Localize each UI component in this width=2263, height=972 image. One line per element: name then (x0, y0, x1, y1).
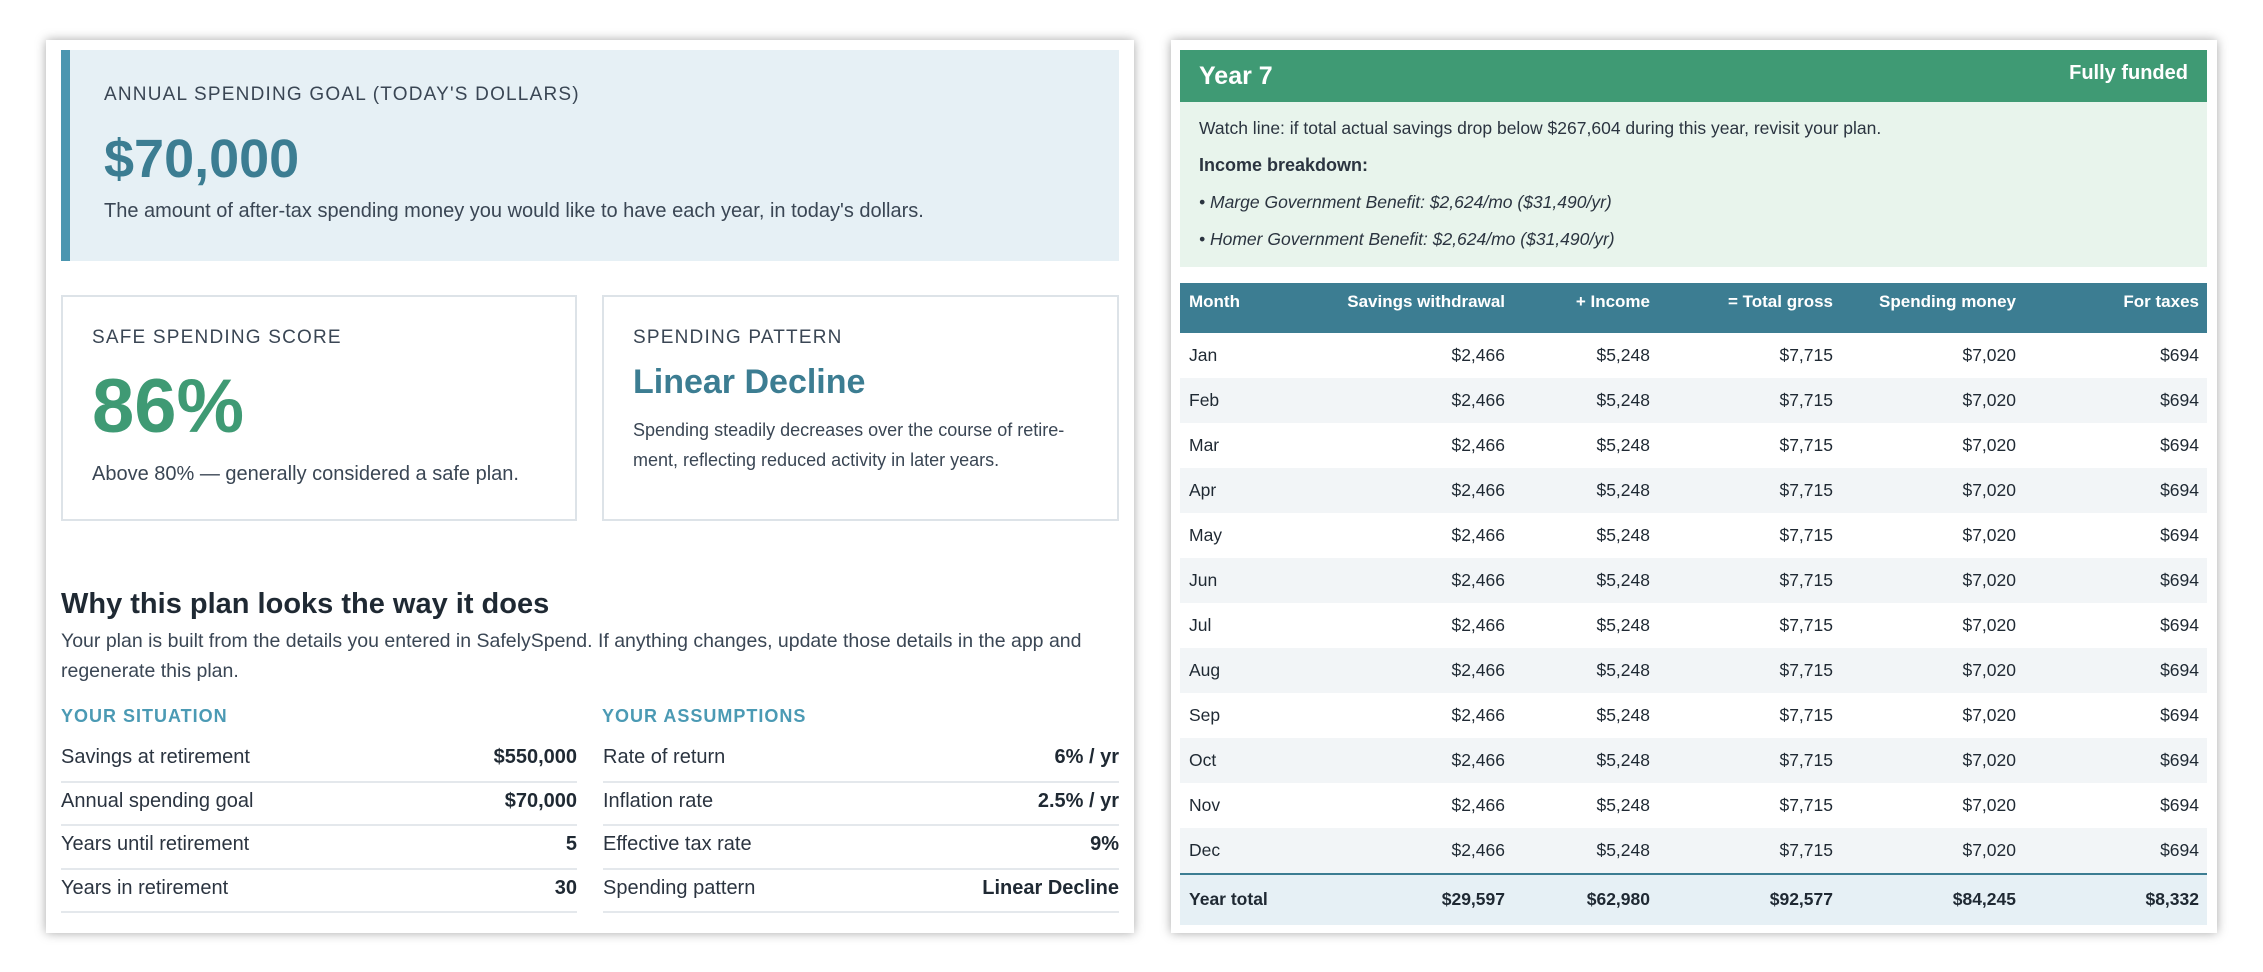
income-item: • Homer Government Benefit: $2,624/mo ($31,490/yr) (1199, 229, 1615, 249)
amount-cell: $2,466 (1451, 570, 1505, 590)
amount-cell: $7,020 (1962, 525, 2016, 545)
table-row (1180, 423, 2207, 468)
table-row (1180, 783, 2207, 828)
amount-cell: $7,715 (1779, 480, 1833, 500)
amount-cell: $694 (2160, 750, 2199, 770)
amount-cell: $694 (2160, 795, 2199, 815)
amount-cell: $7,020 (1962, 840, 2016, 860)
amount-cell: $7,715 (1779, 390, 1833, 410)
score-description: Above 80% — generally considered a safe plan. (92, 463, 519, 485)
amount-cell: $7,715 (1779, 615, 1833, 635)
score-label: SAFE SPENDING SCORE (92, 327, 342, 348)
amount-cell: $694 (2160, 660, 2199, 680)
why-description: Your plan is built from the details you entered in SafelySpend. If anything changes, update those details in the app and regenerate this plan. (61, 630, 1082, 682)
amount-cell: $2,466 (1451, 840, 1505, 860)
amount-cell: $7,715 (1779, 750, 1833, 770)
amount-cell: $7,715 (1779, 345, 1833, 365)
amount-cell: $2,466 (1451, 660, 1505, 680)
monthly-table (1180, 283, 2207, 925)
month-cell: Nov (1189, 795, 1221, 815)
table-row (1180, 738, 2207, 783)
month-cell: May (1189, 525, 1223, 545)
month-cell: Mar (1189, 435, 1220, 455)
income-item: • Marge Government Benefit: $2,624/mo ($31,490/yr) (1199, 192, 1612, 212)
assumption-value: Linear Decline (982, 876, 1119, 899)
table-row (1180, 558, 2207, 603)
situation-list (61, 739, 577, 913)
assumption-value: 2.5% / yr (1037, 789, 1119, 812)
amount-cell: $694 (2160, 480, 2199, 500)
year-detail-page (1171, 40, 2217, 933)
amount-cell: $7,020 (1962, 660, 2016, 680)
situation-value: $70,000 (504, 789, 577, 812)
amount-cell: $7,020 (1962, 615, 2016, 635)
amount-cell: $5,248 (1596, 525, 1650, 545)
situation-value: $550,000 (493, 746, 577, 768)
amount-cell: $2,466 (1451, 390, 1505, 410)
table-row (1180, 828, 2207, 873)
total-cell: $62,980 (1586, 889, 1650, 909)
assumption-key: Spending pattern (603, 876, 756, 899)
column-header: Spending money (1879, 292, 2016, 311)
month-cell: Sep (1189, 705, 1221, 725)
month-cell: Feb (1189, 390, 1220, 410)
year-title: Year 7 (1199, 62, 1273, 90)
situation-value: 5 (565, 833, 577, 855)
amount-cell: $2,466 (1451, 525, 1505, 545)
amount-cell: $5,248 (1596, 615, 1650, 635)
situation-row (61, 739, 577, 783)
amount-cell: $5,248 (1596, 480, 1650, 500)
table-header (1180, 283, 2207, 333)
table-row (1180, 333, 2207, 378)
spending-goal-panel (61, 50, 1119, 261)
month-cell: Aug (1189, 660, 1221, 680)
assumption-key: Rate of return (603, 746, 726, 768)
total-cell: $29,597 (1441, 889, 1505, 909)
amount-cell: $7,715 (1779, 435, 1833, 455)
amount-cell: $7,715 (1779, 660, 1833, 680)
amount-cell: $5,248 (1596, 840, 1650, 860)
amount-cell: $2,466 (1451, 750, 1505, 770)
month-cell: Dec (1189, 840, 1221, 860)
amount-cell: $7,715 (1779, 705, 1833, 725)
assumption-row (603, 739, 1119, 783)
month-cell: Jun (1189, 570, 1218, 590)
amount-cell: $2,466 (1451, 435, 1505, 455)
assumption-key: Effective tax rate (603, 833, 752, 855)
total-cell: Year total (1189, 889, 1268, 909)
amount-cell: $5,248 (1596, 705, 1650, 725)
amount-cell: $7,020 (1962, 345, 2016, 365)
table-row (1180, 468, 2207, 513)
amount-cell: $694 (2160, 615, 2199, 635)
amount-cell: $5,248 (1596, 660, 1650, 680)
spending-goal-value: $70,000 (104, 129, 300, 189)
column-header: Month (1189, 292, 1240, 311)
total-cell: $92,577 (1769, 889, 1833, 909)
assumption-value: 6% / yr (1054, 746, 1119, 768)
assumption-row (603, 783, 1119, 827)
spending-pattern-card (602, 295, 1119, 521)
month-cell: Oct (1189, 750, 1217, 770)
situation-key: Savings at retirement (61, 746, 250, 768)
amount-cell: $7,020 (1962, 480, 2016, 500)
amount-cell: $5,248 (1596, 795, 1650, 815)
amount-cell: $7,020 (1962, 795, 2016, 815)
table-row (1180, 603, 2207, 648)
amount-cell: $7,020 (1962, 570, 2016, 590)
table-body (1180, 333, 2207, 873)
plan-summary-page (46, 40, 1134, 933)
amount-cell: $2,466 (1451, 615, 1505, 635)
amount-cell: $2,466 (1451, 705, 1505, 725)
amount-cell: $5,248 (1596, 345, 1650, 365)
assumptions-heading: YOUR ASSUMPTIONS (602, 706, 807, 726)
amount-cell: $5,248 (1596, 750, 1650, 770)
amount-cell: $7,715 (1779, 525, 1833, 545)
situation-row (61, 783, 577, 827)
amount-cell: $7,715 (1779, 795, 1833, 815)
column-header: + Income (1575, 292, 1650, 311)
assumption-row (603, 870, 1119, 914)
year-info-panel (1180, 102, 2207, 267)
assumption-key: Inflation rate (603, 789, 714, 812)
safe-spending-score-card (61, 295, 577, 521)
amount-cell: $694 (2160, 705, 2199, 725)
amount-cell: $7,020 (1962, 705, 2016, 725)
month-cell: Jul (1189, 615, 1212, 635)
spending-goal-description: The amount of after-tax spending money you would like to have each year, in today's dollars. (104, 200, 924, 222)
amount-cell: $5,248 (1596, 390, 1650, 410)
amount-cell: $694 (2160, 840, 2199, 860)
table-row (1180, 693, 2207, 738)
assumption-row (603, 826, 1119, 870)
situation-row (61, 870, 577, 914)
why-title: Why this plan looks the way it does (61, 588, 550, 620)
total-cell: $8,332 (2145, 889, 2199, 909)
total-cell: $84,245 (1952, 889, 2016, 909)
table-total-row (1180, 873, 2207, 925)
column-header: For taxes (2123, 292, 2199, 311)
year-header (1180, 50, 2207, 102)
amount-cell: $5,248 (1596, 570, 1650, 590)
table-row (1180, 378, 2207, 423)
amount-cell: $694 (2160, 435, 2199, 455)
pattern-label: SPENDING PATTERN (633, 327, 843, 348)
month-cell: Apr (1189, 480, 1217, 500)
table-row (1180, 648, 2207, 693)
amount-cell: $694 (2160, 345, 2199, 365)
amount-cell: $694 (2160, 390, 2199, 410)
amount-cell: $7,715 (1779, 570, 1833, 590)
amount-cell: $694 (2160, 525, 2199, 545)
watch-line: Watch line: if total actual savings drop below $267,604 during this year, revisit your plan. (1199, 118, 1882, 138)
spending-goal-label: ANNUAL SPENDING GOAL (TODAY'S DOLLARS) (104, 84, 580, 105)
table-row (1180, 513, 2207, 558)
assumptions-list (603, 739, 1119, 913)
assumption-value: 9% (1090, 833, 1119, 855)
month-cell: Jan (1189, 345, 1218, 365)
situation-value: 30 (554, 876, 577, 899)
pattern-value: Linear Decline (633, 363, 866, 401)
pattern-description: Spending steadily decreases over the course of retire-ment, reflecting reduced activity in later years. (633, 420, 1065, 470)
amount-cell: $5,248 (1596, 435, 1650, 455)
income-breakdown-heading: Income breakdown: (1199, 155, 1369, 175)
score-value: 86% (92, 364, 245, 449)
amount-cell: $7,715 (1779, 840, 1833, 860)
situation-key: Years in retirement (61, 876, 229, 899)
amount-cell: $694 (2160, 570, 2199, 590)
situation-row (61, 826, 577, 870)
amount-cell: $2,466 (1451, 480, 1505, 500)
column-header: Savings withdrawal (1347, 292, 1505, 311)
amount-cell: $2,466 (1451, 345, 1505, 365)
situation-key: Years until retirement (61, 833, 250, 855)
amount-cell: $7,020 (1962, 390, 2016, 410)
amount-cell: $2,466 (1451, 795, 1505, 815)
situation-key: Annual spending goal (61, 789, 254, 812)
situation-heading: YOUR SITUATION (61, 706, 228, 726)
amount-cell: $7,020 (1962, 750, 2016, 770)
funding-status-badge: Fully funded (2069, 62, 2188, 84)
column-header: = Total gross (1727, 292, 1833, 311)
amount-cell: $7,020 (1962, 435, 2016, 455)
